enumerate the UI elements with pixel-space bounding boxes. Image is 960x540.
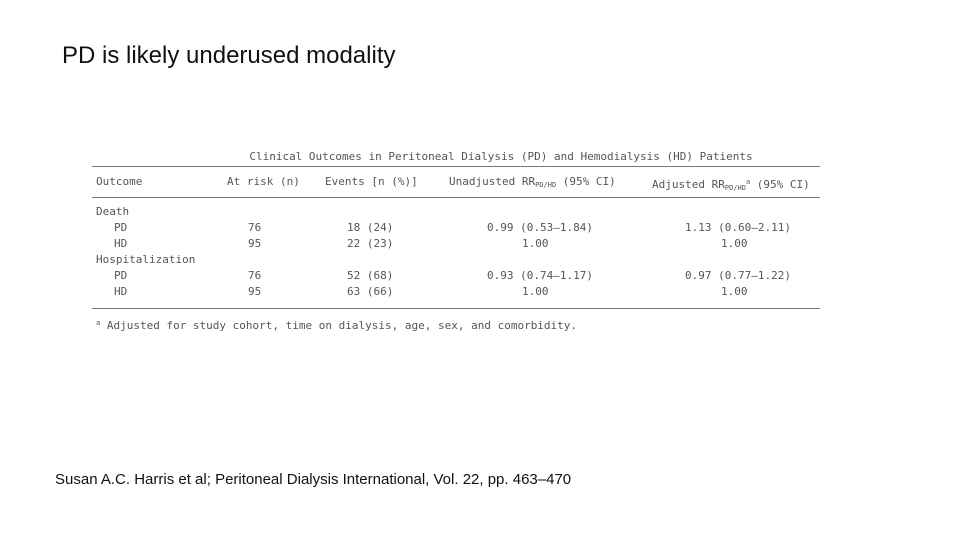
events-value: 52 (68)	[347, 269, 394, 282]
group-row-hospitalization	[92, 252, 820, 268]
header-unadjusted	[449, 174, 616, 193]
header-outcome: Outcome	[96, 175, 143, 188]
header-adjusted	[652, 174, 810, 196]
header-at-risk: At risk (n)	[227, 175, 300, 188]
unadjusted-value: 0.93 (0.74–1.17)	[487, 269, 593, 282]
table-footnote	[92, 315, 820, 334]
header-adjusted-subscript: PD/HD	[724, 184, 746, 192]
header-adjusted-prefix: Adjusted RR	[652, 178, 725, 191]
events-value: 22 (23)	[347, 237, 394, 250]
table-bottom-rule	[92, 308, 820, 309]
at-risk-value: 95	[248, 237, 262, 250]
header-unadjusted-subscript: PD/HD	[535, 181, 557, 189]
events-value: 18 (24)	[347, 221, 394, 234]
adjusted-value: 1.13 (0.60–2.11)	[685, 221, 791, 234]
group-label: Hospitalization	[96, 253, 196, 266]
header-adjusted-suffix: (95% CI)	[756, 178, 810, 191]
table-body	[92, 198, 820, 308]
table-header-row	[92, 167, 820, 197]
footnote-text: Adjusted for study cohort, time on dialysis, age, sex, and comorbidity.	[106, 319, 578, 332]
unadjusted-value: 1.00	[522, 237, 549, 250]
row-label: PD	[114, 269, 128, 282]
table-row	[92, 268, 820, 284]
slide-title: PD is likely underused modality	[62, 42, 396, 69]
header-events: Events [n (%)]	[325, 175, 418, 188]
row-label: PD	[114, 221, 128, 234]
table-row	[92, 220, 820, 236]
table-title: Clinical Outcomes in Peritoneal Dialysis (PD) and Hemodialysis (HD) Patients	[249, 150, 753, 163]
unadjusted-value: 1.00	[522, 285, 549, 298]
adjusted-value: 1.00	[721, 285, 748, 298]
row-label: HD	[114, 237, 128, 250]
header-unadjusted-prefix: Unadjusted RR	[449, 175, 536, 188]
at-risk-value: 95	[248, 285, 262, 298]
group-row-death	[92, 204, 820, 220]
unadjusted-value: 0.99 (0.53–1.84)	[487, 221, 593, 234]
header-unadjusted-suffix: (95% CI)	[562, 175, 616, 188]
header-adjusted-superscript: a	[745, 178, 751, 186]
footnote-mark: a	[96, 319, 101, 327]
table-row	[92, 284, 820, 300]
group-label: Death	[96, 205, 130, 218]
adjusted-value: 1.00	[721, 237, 748, 250]
at-risk-value: 76	[248, 269, 262, 282]
events-value: 63 (66)	[347, 285, 394, 298]
table-row	[92, 236, 820, 252]
adjusted-value: 0.97 (0.77–1.22)	[685, 269, 791, 282]
citation: Susan A.C. Harris et al; Peritoneal Dialysis International, Vol. 22, pp. 463–470	[55, 471, 572, 488]
at-risk-value: 76	[248, 221, 262, 234]
row-label: HD	[114, 285, 128, 298]
outcomes-table	[92, 148, 820, 334]
